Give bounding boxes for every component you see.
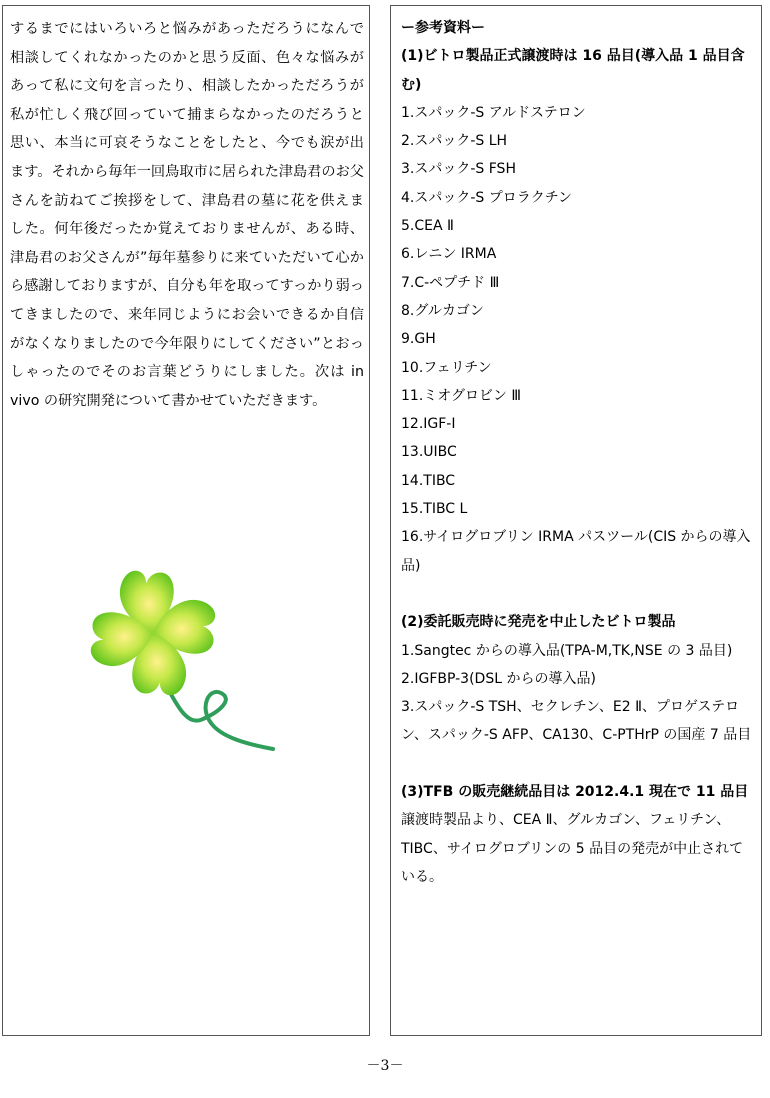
list-item: 12.IGF-Ⅰ [401,416,456,433]
list-item: 3.スパック-S FSH [401,161,516,178]
list-item: 16.サイログロブリン IRMA パスツール(CIS からの導入品) [401,529,751,574]
list-item: 5.CEA Ⅱ [401,218,454,235]
list-item: 10.フェリチン [401,359,492,376]
list-item: 3.スパック-S TSH、セクレチン、E2 Ⅱ、プロゲステロン、スパック-S AFP、CA130、C-PTHrP の国産 7 品目 [401,699,752,744]
list-item: 7.C-ペプチド Ⅲ [401,274,500,291]
list-item: 15.TIBC L [401,501,468,518]
body-paragraph: するまでにはいろいろと悩みがあっただろうになんで相談してくれなかったのかと思う反面、色々な悩みがあって私に文句を言ったり、相談したかっただろうが私が忙しく飛び回っていて捕まらなかったのだろうと思い、本当に可哀そうなことをしたと、今でも涙が出ます。それから毎年一回鳥取市に居られた津島君のお父さんを訪ねてご挨拶をして、津島君の墓に花を供えました。何年後だったか覚えておりませんが、ある時、津島君のお父さんが”毎年墓参りに来ていただいて心から感謝しておりますが、自分も年を取ってすっかり弱ってきましたので、来年同じようにお会いできるか自信がなくなりましたので今年限りにしてください”とおっしゃったのでそのお言葉どうりにしました。次は in vivo の研究開発について書かせていただきます。 [10,21,364,409]
list-item: 14.TIBC [401,472,456,489]
list-item: 8.グルカゴン [401,302,484,319]
section-spacer [401,750,755,778]
list-item: 11.ミオグロビン Ⅲ [401,387,522,404]
clover-illustration [71,561,281,761]
section1-title: (1)ビトロ製品正式譲渡時は 16 品目(導入品 1 品目含む) [401,48,745,93]
section-spacer [401,580,755,608]
reference-heading: ー参考資料ー [401,20,485,36]
list-item: 1.Sangtec からの導入品(TPA-M,TK,NSE の 3 品目) [401,642,733,659]
list-item: 4.スパック-S プロラクチン [401,189,573,206]
right-column [390,5,762,1036]
list-item: 13.UIBC [401,444,457,461]
list-item: 9.GH [401,331,436,348]
section3-body: 譲渡時製品より、CEA Ⅱ、グルカゴン、フェリチン、TIBC、サイログロブリンの 5 品目の発売が中止されている。 [401,812,744,885]
page-number: －3－ [366,1058,404,1074]
section3-title: (3)TFB の販売継続品目は 2012.4.1 現在で 11 品目 [401,784,749,801]
list-item: 1.スパック-S アルドステロン [401,104,586,121]
list-item: 2.スパック-S LH [401,133,508,150]
left-column [2,5,370,1036]
list-item: 2.IGFBP-3(DSL からの導入品) [401,670,596,687]
section2-title: (2)委託販売時に発売を中止したビトロ製品 [401,614,676,631]
reference-materials [401,14,755,891]
list-item: 6.レニン IRMA [401,246,497,263]
